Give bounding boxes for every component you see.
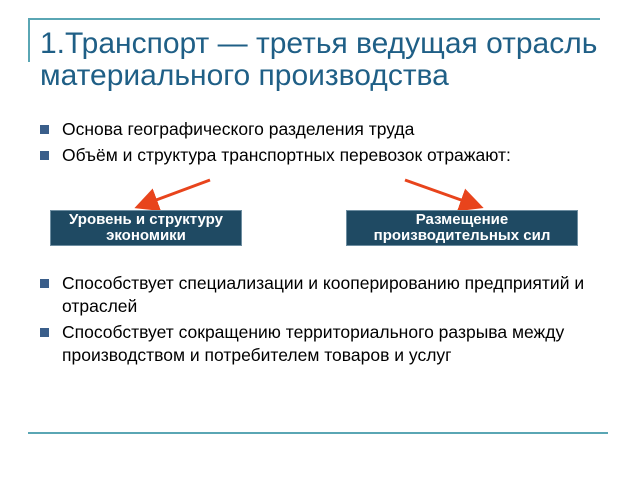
bullet-item [40,118,630,141]
bullet-list-bottom [40,272,630,370]
arrow-icon [140,180,210,206]
box-label: Размещение производительных сил [373,211,551,244]
bullet-text: Способствует сокращению территориального разрыва между производством и потребителем товаров и услуг [62,322,565,365]
bullet-list-top [40,118,630,170]
bullet-item [40,144,630,167]
decorative-line-top [28,18,600,20]
bullet-text: Основа географического разделения труда [62,119,415,139]
bullet-text: Способствует специализации и кооперированию предприятий и отраслей [62,273,585,316]
square-bullet-icon [40,328,49,337]
decorative-line-left [28,18,30,62]
box-economy-level [50,210,242,246]
square-bullet-icon [40,279,49,288]
box-label: Уровень и структуру экономики [69,211,223,244]
arrow-icon [405,180,478,206]
slide-title: 1.Транспорт — третья ведущая отрасль материального производства [40,27,598,92]
box-productive-forces [346,210,578,246]
bullet-item [40,272,630,318]
bullet-text: Объём и структура транспортных перевозок отражают: [62,145,511,165]
bullet-item [40,321,630,367]
decorative-line-bottom [28,432,608,434]
square-bullet-icon [40,151,49,160]
square-bullet-icon [40,125,49,134]
